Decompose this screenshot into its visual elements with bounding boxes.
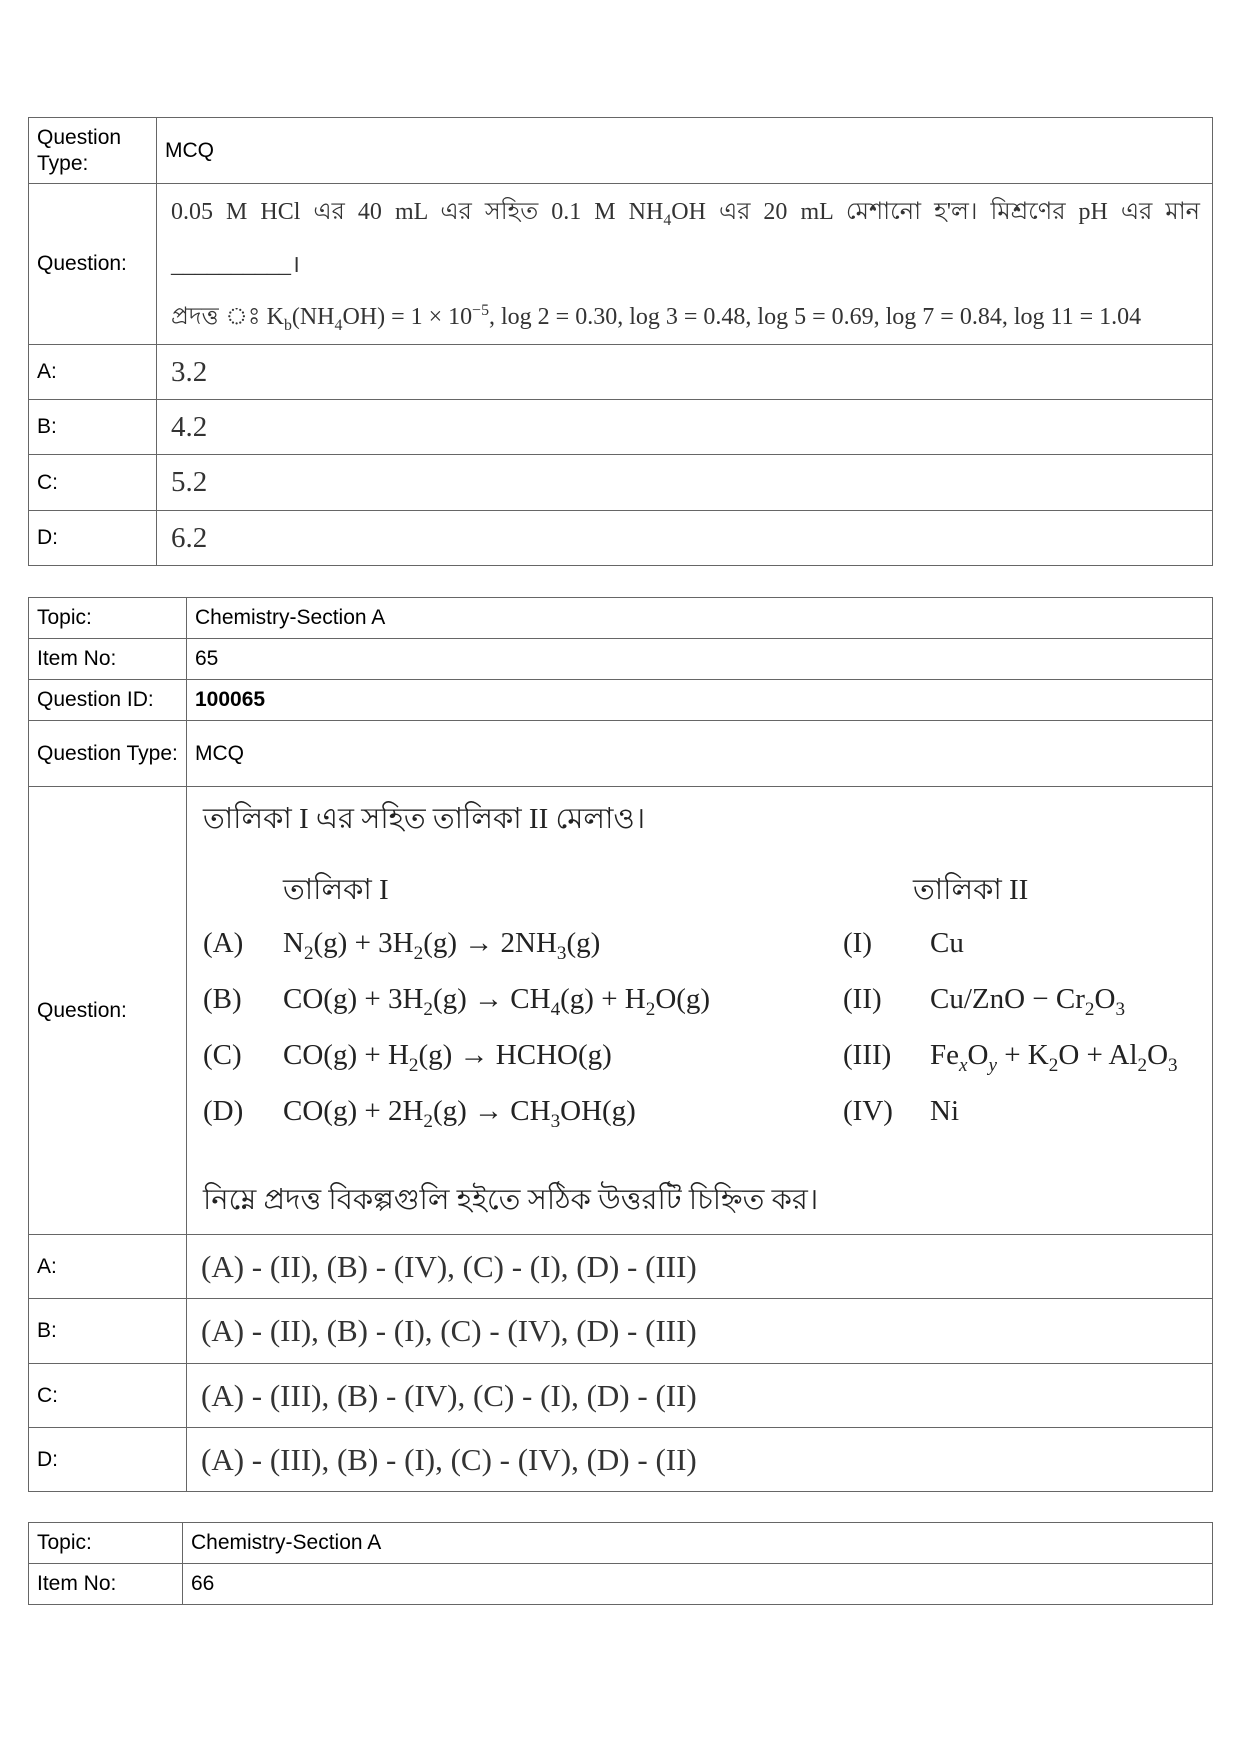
topic-label: Topic:	[29, 1523, 183, 1564]
row-numeral: (IV)	[843, 1094, 893, 1127]
reaction: $CO(g) + 2H_2(g) \to CH_3OH(g)$	[283, 1094, 636, 1132]
question-label: Question:	[29, 184, 157, 345]
option-value[interactable]: 3.2	[157, 345, 1213, 400]
option-value[interactable]: (A) - (II), (B) - (IV), (C) - (I), (D) - (III)	[187, 1235, 1213, 1299]
catalyst: $Fe_xO_y + K_2O + Al_2O_3$	[930, 1038, 1178, 1076]
row-key: (B)	[203, 982, 242, 1015]
row-item-no	[29, 639, 1213, 680]
match-row	[203, 1027, 1204, 1083]
item-no-value: 65	[187, 639, 1213, 680]
row-question	[29, 184, 1213, 345]
item-no-value: 66	[183, 1564, 1213, 1605]
row-question	[29, 787, 1213, 1235]
option-label: A:	[29, 1235, 187, 1299]
question-type-value: MCQ	[157, 118, 1213, 184]
reaction: $CO(g) + 3H_2(g) \to CH_4(g) + H_2O(g)$	[283, 982, 711, 1020]
question-id-value: 100065	[187, 680, 1213, 721]
instruction-footer: নিম্নে প্রদত্ত বিকল্পগুলি হইতে সঠিক উত্তরটি চিহ্নিত কর।	[203, 1183, 819, 1216]
catalyst: Cu	[930, 926, 964, 959]
option-value[interactable]: (A) - (II), (B) - (I), (C) - (IV), (D) - (III)	[187, 1299, 1213, 1364]
question-blank: __________।	[171, 251, 301, 278]
option-value[interactable]: 5.2	[157, 455, 1213, 511]
option-row-c	[29, 455, 1213, 511]
option-row-a	[29, 345, 1213, 400]
option-value[interactable]: 4.2	[157, 400, 1213, 455]
reaction: $N_2(g) + 3H_2(g) \to 2NH_3(g)$	[283, 926, 601, 964]
row-key: (A)	[203, 926, 244, 959]
reaction: $CO(g) + H_2(g)$ → HCHO(g)	[283, 1038, 612, 1076]
row-topic	[29, 598, 1213, 639]
option-label: C:	[29, 455, 157, 511]
row-key: (C)	[203, 1038, 242, 1071]
row-question-type	[29, 721, 1213, 787]
question-table-3	[28, 1522, 1213, 1605]
row-numeral: (I)	[843, 926, 872, 959]
option-row-d	[29, 511, 1213, 566]
question-table-2	[28, 597, 1213, 1492]
list-1-heading: তালিকা I	[283, 873, 389, 906]
topic-label: Topic:	[29, 598, 187, 639]
match-row	[203, 971, 1204, 1027]
given-data: প্রদত্ত ঃ $K_b(NH_4OH) = 1 \times 10^{-5}$, log 2 = 0.30, log 3 = 0.48, log 5 = 0.69, log 7 = 0.84, log 11 = 1.04	[171, 301, 1142, 334]
question-text	[187, 787, 1213, 1235]
catalyst: Ni	[930, 1094, 959, 1127]
question-type-label: Question Type:	[29, 721, 187, 787]
question-table-1	[28, 117, 1213, 566]
list-2-heading: তালিকা II	[913, 873, 1029, 906]
item-no-label: Item No:	[29, 639, 187, 680]
match-instruction: তালিকা I এর সহিত তালিকা II মেলাও।	[203, 802, 646, 835]
item-no-label: Item No:	[29, 1564, 183, 1605]
row-question-type	[29, 118, 1213, 184]
option-row-b	[29, 1299, 1213, 1364]
option-row-b	[29, 400, 1213, 455]
option-label: C:	[29, 1364, 187, 1428]
row-numeral: (II)	[843, 982, 882, 1015]
question-text	[157, 184, 1213, 345]
row-item-no	[29, 1564, 1213, 1605]
question-label: Question:	[29, 787, 187, 1235]
option-label: D:	[29, 511, 157, 566]
row-numeral: (III)	[843, 1038, 892, 1071]
option-label: D:	[29, 1428, 187, 1492]
catalyst: $Cu/ZnO - Cr_2O_3$	[930, 982, 1125, 1020]
question-type-value: MCQ	[187, 721, 1213, 787]
question-type-label: Question Type:	[29, 118, 157, 184]
topic-value: Chemistry-Section A	[183, 1523, 1213, 1564]
topic-value: Chemistry-Section A	[187, 598, 1213, 639]
option-row-d	[29, 1428, 1213, 1492]
row-key: (D)	[203, 1094, 244, 1127]
option-row-a	[29, 1235, 1213, 1299]
question-line-1: 0.05 M HCl এর 40 mL এর সহিত 0.1 M $NH_4OH$ এর 20 mL মেশানো হ'ল। মিশ্রণের pH এর মান	[171, 198, 1201, 229]
option-value[interactable]: (A) - (III), (B) - (IV), (C) - (I), (D) - (II)	[187, 1364, 1213, 1428]
option-label: A:	[29, 345, 157, 400]
row-question-id	[29, 680, 1213, 721]
match-row	[203, 915, 1204, 971]
question-id-label: Question ID:	[29, 680, 187, 721]
option-label: B:	[29, 1299, 187, 1364]
row-topic	[29, 1523, 1213, 1564]
option-value[interactable]: 6.2	[157, 511, 1213, 566]
option-label: B:	[29, 400, 157, 455]
list-headings	[203, 845, 1204, 915]
match-row	[203, 1083, 1204, 1139]
option-value[interactable]: (A) - (III), (B) - (I), (C) - (IV), (D) - (II)	[187, 1428, 1213, 1492]
option-row-c	[29, 1364, 1213, 1428]
